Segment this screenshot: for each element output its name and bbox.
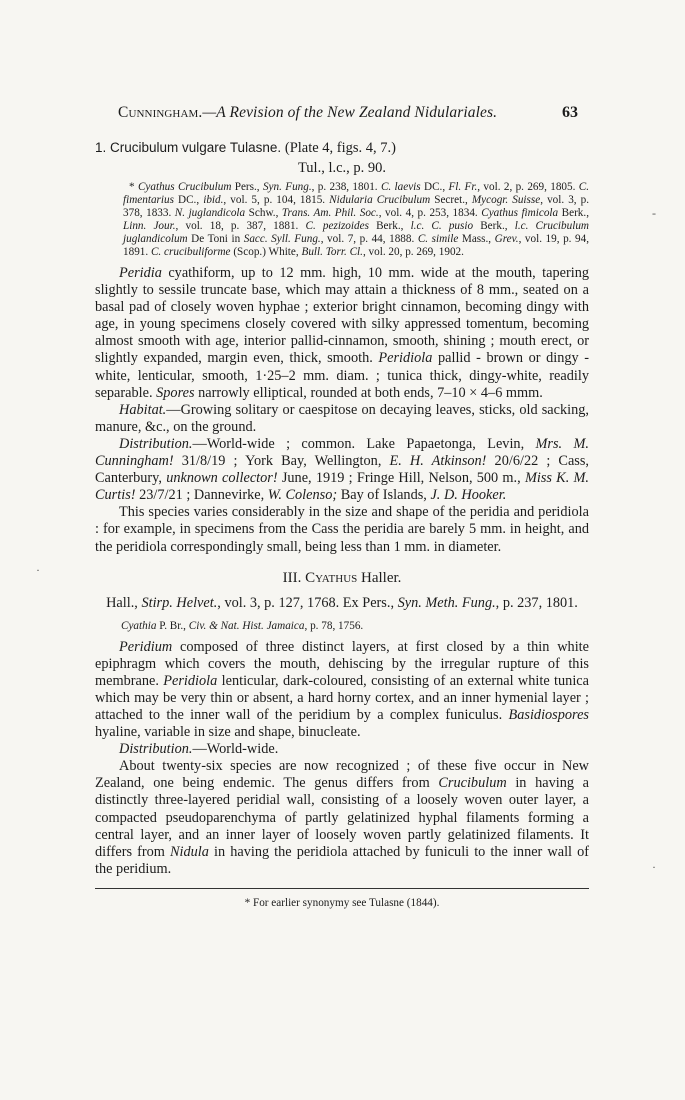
genus_description-segment: Basidiospores (508, 706, 589, 723)
synonymy-segment: , vol. 3, p. 378, 1833. (123, 194, 590, 219)
description-segment: Peridiola (378, 350, 433, 367)
synonymy-segment: , vol. 19, p. 94, 1891. (123, 233, 590, 258)
genus_description-segment: hyaline, variable in size and shape, binucleate. (95, 724, 361, 741)
genus-number: III. (282, 569, 302, 586)
synonymy-segment: C. crucibuliforme (150, 246, 231, 258)
distribution-segment: 31/8/19 ; York Bay, Wellington, (173, 453, 390, 470)
synonymy-segment: Mycogr. Suisse (471, 194, 541, 206)
synonymy-segment: , p. 238, 1801. (311, 181, 381, 193)
synonymy-segment: l.c. Crucibulum juglandicolum (123, 220, 589, 245)
header-author: Cunningham. (118, 104, 203, 121)
margin-mark: · (652, 860, 656, 874)
synonymy-segment: Linn. Jour. (123, 220, 176, 232)
synonymy-segment: Mass., (458, 233, 495, 245)
distribution-segment: June, 1919 ; Fringe Hill, Nelson, 500 m., (277, 470, 525, 487)
genus_description-segment: lenticular, dark-coloured, consisting of an external white tunica which may be very thin or absent, a hard horny cortex, and an inner hymenial layer ; attached to the inner wall of the peridium by a complex funiculus. (95, 672, 589, 723)
distribution-segment: 20/6/22 ; Cass, Canterbury, (95, 453, 589, 487)
description-segment: Spores (156, 384, 195, 401)
synonymy-segment: Bull. Torr. Cl. (301, 246, 363, 258)
genus-author: Haller. (361, 569, 402, 586)
synonymy-segment: C. laevis (380, 181, 421, 193)
genus-heading (95, 570, 589, 587)
genus-description (95, 639, 589, 742)
plate-reference: (Plate 4, figs. 4, 7.) (284, 140, 397, 156)
genus_citation-segment: , p. 237, 1801. (495, 594, 578, 611)
synonymy-segment: Trans. Am. Phil. Soc. (281, 207, 379, 219)
synonymy-segment: C. simile (417, 233, 459, 245)
synonymy-segment: DC., (420, 181, 449, 193)
habitat-segment: —Growing solitary or caespitose on decaying leaves, sticks, old sacking, manure, &c., on the ground. (95, 401, 589, 435)
synonymy-segment: l.c. C. pusio (410, 220, 474, 232)
habitat-paragraph (95, 402, 589, 436)
synonymy-segment: Fl. Fr. (448, 181, 478, 193)
synonymy-segment: , vol. 18, p. 387, 1881. (175, 220, 306, 232)
distribution-segment: Mrs. M. Cunningham! (95, 435, 589, 470)
species-description (95, 265, 589, 402)
species-heading (95, 140, 589, 157)
genus_distribution-segment: Distribution. (119, 741, 193, 758)
genus_description-segment: Peridiola (163, 672, 218, 689)
tulasne-reference: Tul., l.c., p. 90. (297, 160, 387, 176)
synonymy-segment: Berk., (368, 220, 411, 232)
variation-segment: This species varies considerably in the size and shape of the peridia and peridiola : for example, in specimens from the Cass the peridia are barely 5 mm. in height, and the peridiola correspondingly small, being less than 1 mm. in diameter. (95, 504, 589, 555)
synonymy-segment: Berk., (473, 220, 515, 232)
description-segment: cyathiform, up to 12 mm. high, 10 mm. wide at the mouth, tapering slightly to sessile truncate base, which may attain a thickness of 8 mm., seated on a basal pad of closely woven hyphae ; exterior bright cinnamon, becoming dingy with age, in young specimens closely covered with silky appressed tomentum, becoming almost smooth with age, interior pallid-cinnamon, smooth, shining ; mouth erect, or slightly expanded, margin even, thick, smooth. (95, 265, 589, 367)
synonymy-segment: Pers., (231, 181, 263, 193)
cyathia-segment: , p. 78, 1756. (304, 619, 364, 632)
genus_citation-segment: , vol. 3, p. 127, 1768. Ex Pers., (217, 594, 398, 611)
synonymy-segment: ibid. (203, 194, 224, 206)
genus_citation-segment: Hall., (106, 594, 142, 611)
synonymy-segment: De Toni in (187, 233, 244, 245)
synonymy-segment: , vol. 7, p. 44, 1888. (320, 233, 418, 245)
genus_citation-segment: Syn. Meth. Fung. (397, 594, 496, 611)
running-head (118, 104, 497, 122)
synonymy-segment: * (129, 181, 138, 193)
synonymy-segment: Berk., (558, 207, 589, 219)
habitat-segment: Habitat. (119, 401, 167, 418)
synonymy-segment: Grev. (494, 233, 519, 245)
distribution-segment: E. H. Atkinson! (389, 453, 487, 470)
cyathia-synonym (121, 620, 589, 632)
description-segment: pallid - brown or dingy - white, lenticular, smooth, 1·25–2 mm. diam. ; tunica thick, dingy-white, readily separable. (95, 350, 589, 401)
header-title: —A Revision of the New Zealand Nidulariales. (202, 104, 498, 121)
distribution-segment: unknown collector! (166, 470, 278, 487)
genus-citation (95, 595, 589, 612)
distribution-segment: Distribution. (119, 435, 193, 452)
synonymy-segment: , vol. 20, p. 269, 1902. (362, 246, 464, 258)
synonymy-segment: Cyathus Crucibulum (137, 181, 232, 193)
genus_notes-segment: in having the peridiola attached by funiculi to the inner wall of the peridium. (95, 843, 589, 877)
distribution-segment: Miss K. M. Curtis! (95, 470, 589, 504)
synonymy-segment: N. juglandicola (174, 207, 246, 219)
cyathia-segment: Cyathia (121, 619, 157, 632)
synonymy-segment: , vol. 2, p. 269, 1805. (477, 181, 579, 193)
synonymy-segment: C. pezizoides (305, 220, 369, 232)
margin-mark: - (652, 206, 656, 220)
cyathia-segment: Civ. & Nat. Hist. Jamaica (188, 619, 305, 632)
synonymy-segment: Cyathus fimicola (481, 207, 559, 219)
distribution-segment: W. Colenso; (267, 487, 338, 504)
synonymy-segment: Secret., (430, 194, 472, 206)
distribution-segment: Bay of Islands, (337, 487, 431, 504)
genus_citation-segment: Stirp. Helvet. (141, 594, 218, 611)
genus-notes (95, 758, 589, 878)
distribution-paragraph (95, 436, 589, 504)
synonymy-segment: Schw., (245, 207, 282, 219)
genus_description-segment: composed of three distinct layers, at first closed by a thin white epiphragm which covers the mouth, dehiscing by the irregular rupture of this membrane. (95, 638, 589, 689)
genus_description-segment: Peridium (119, 638, 173, 655)
synonymy-segment: , vol. 4, p. 253, 1834. (378, 207, 482, 219)
genus_notes-segment: Nidula (170, 843, 209, 860)
description-segment: narrowly elliptical, rounded at both ends, 7–10 × 4–6 mmm. (194, 384, 543, 401)
genus_notes-segment: in having a distinctly three-layered peridial wall, consisting of a loosely woven outer layer, a compacted pseudoparenchyma of partly gelatinized hyphal filaments forming a central layer, and an inner layer of loosely woven partly gelatinized filaments. It differs from (95, 775, 589, 860)
page-number: 63 (562, 104, 578, 121)
distribution-segment: 23/7/21 ; Dannevirke, (135, 487, 268, 504)
synonymy-segment: (Scop.) White, (230, 246, 302, 258)
synonymy-segment: Nidularia Crucibulum (329, 194, 431, 206)
distribution-segment: J. D. Hooker. (430, 487, 507, 504)
genus-name: Cyathus (305, 569, 358, 586)
page-content (95, 140, 589, 909)
genus_notes-segment: About twenty-six species are now recognized ; of these five occur in New Zealand, one being endemic. The genus differs from (95, 758, 589, 792)
synonymy-segment: , vol. 5, p. 104, 1815. (223, 194, 330, 206)
synonymy-segment: C. fimentarius (123, 181, 590, 206)
footnote: * For earlier synonymy see Tulasne (1844). (244, 896, 440, 909)
running-header (118, 104, 578, 122)
cyathia-segment: P. Br., (156, 619, 189, 632)
margin-mark: · (36, 563, 40, 577)
genus_notes-segment: Crucibulum (438, 775, 507, 792)
synonymy-segment: Sacc. Syll. Fung. (243, 233, 321, 245)
footnote-rule (95, 888, 589, 889)
distribution-segment: —World-wide ; common. Lake Papaetonga, Levin, (192, 435, 536, 452)
genus_distribution-segment: —World-wide. (192, 741, 279, 758)
synonymy-segment: DC., (173, 194, 204, 206)
synonymy-segment: Syn. Fung. (262, 181, 312, 193)
description-segment: Peridia (119, 265, 162, 281)
genus-distribution (95, 741, 589, 758)
species-name: 1. Crucibulum vulgare Tulasne. (95, 140, 282, 155)
variation-paragraph (95, 504, 589, 555)
synonymy-block (123, 181, 589, 259)
